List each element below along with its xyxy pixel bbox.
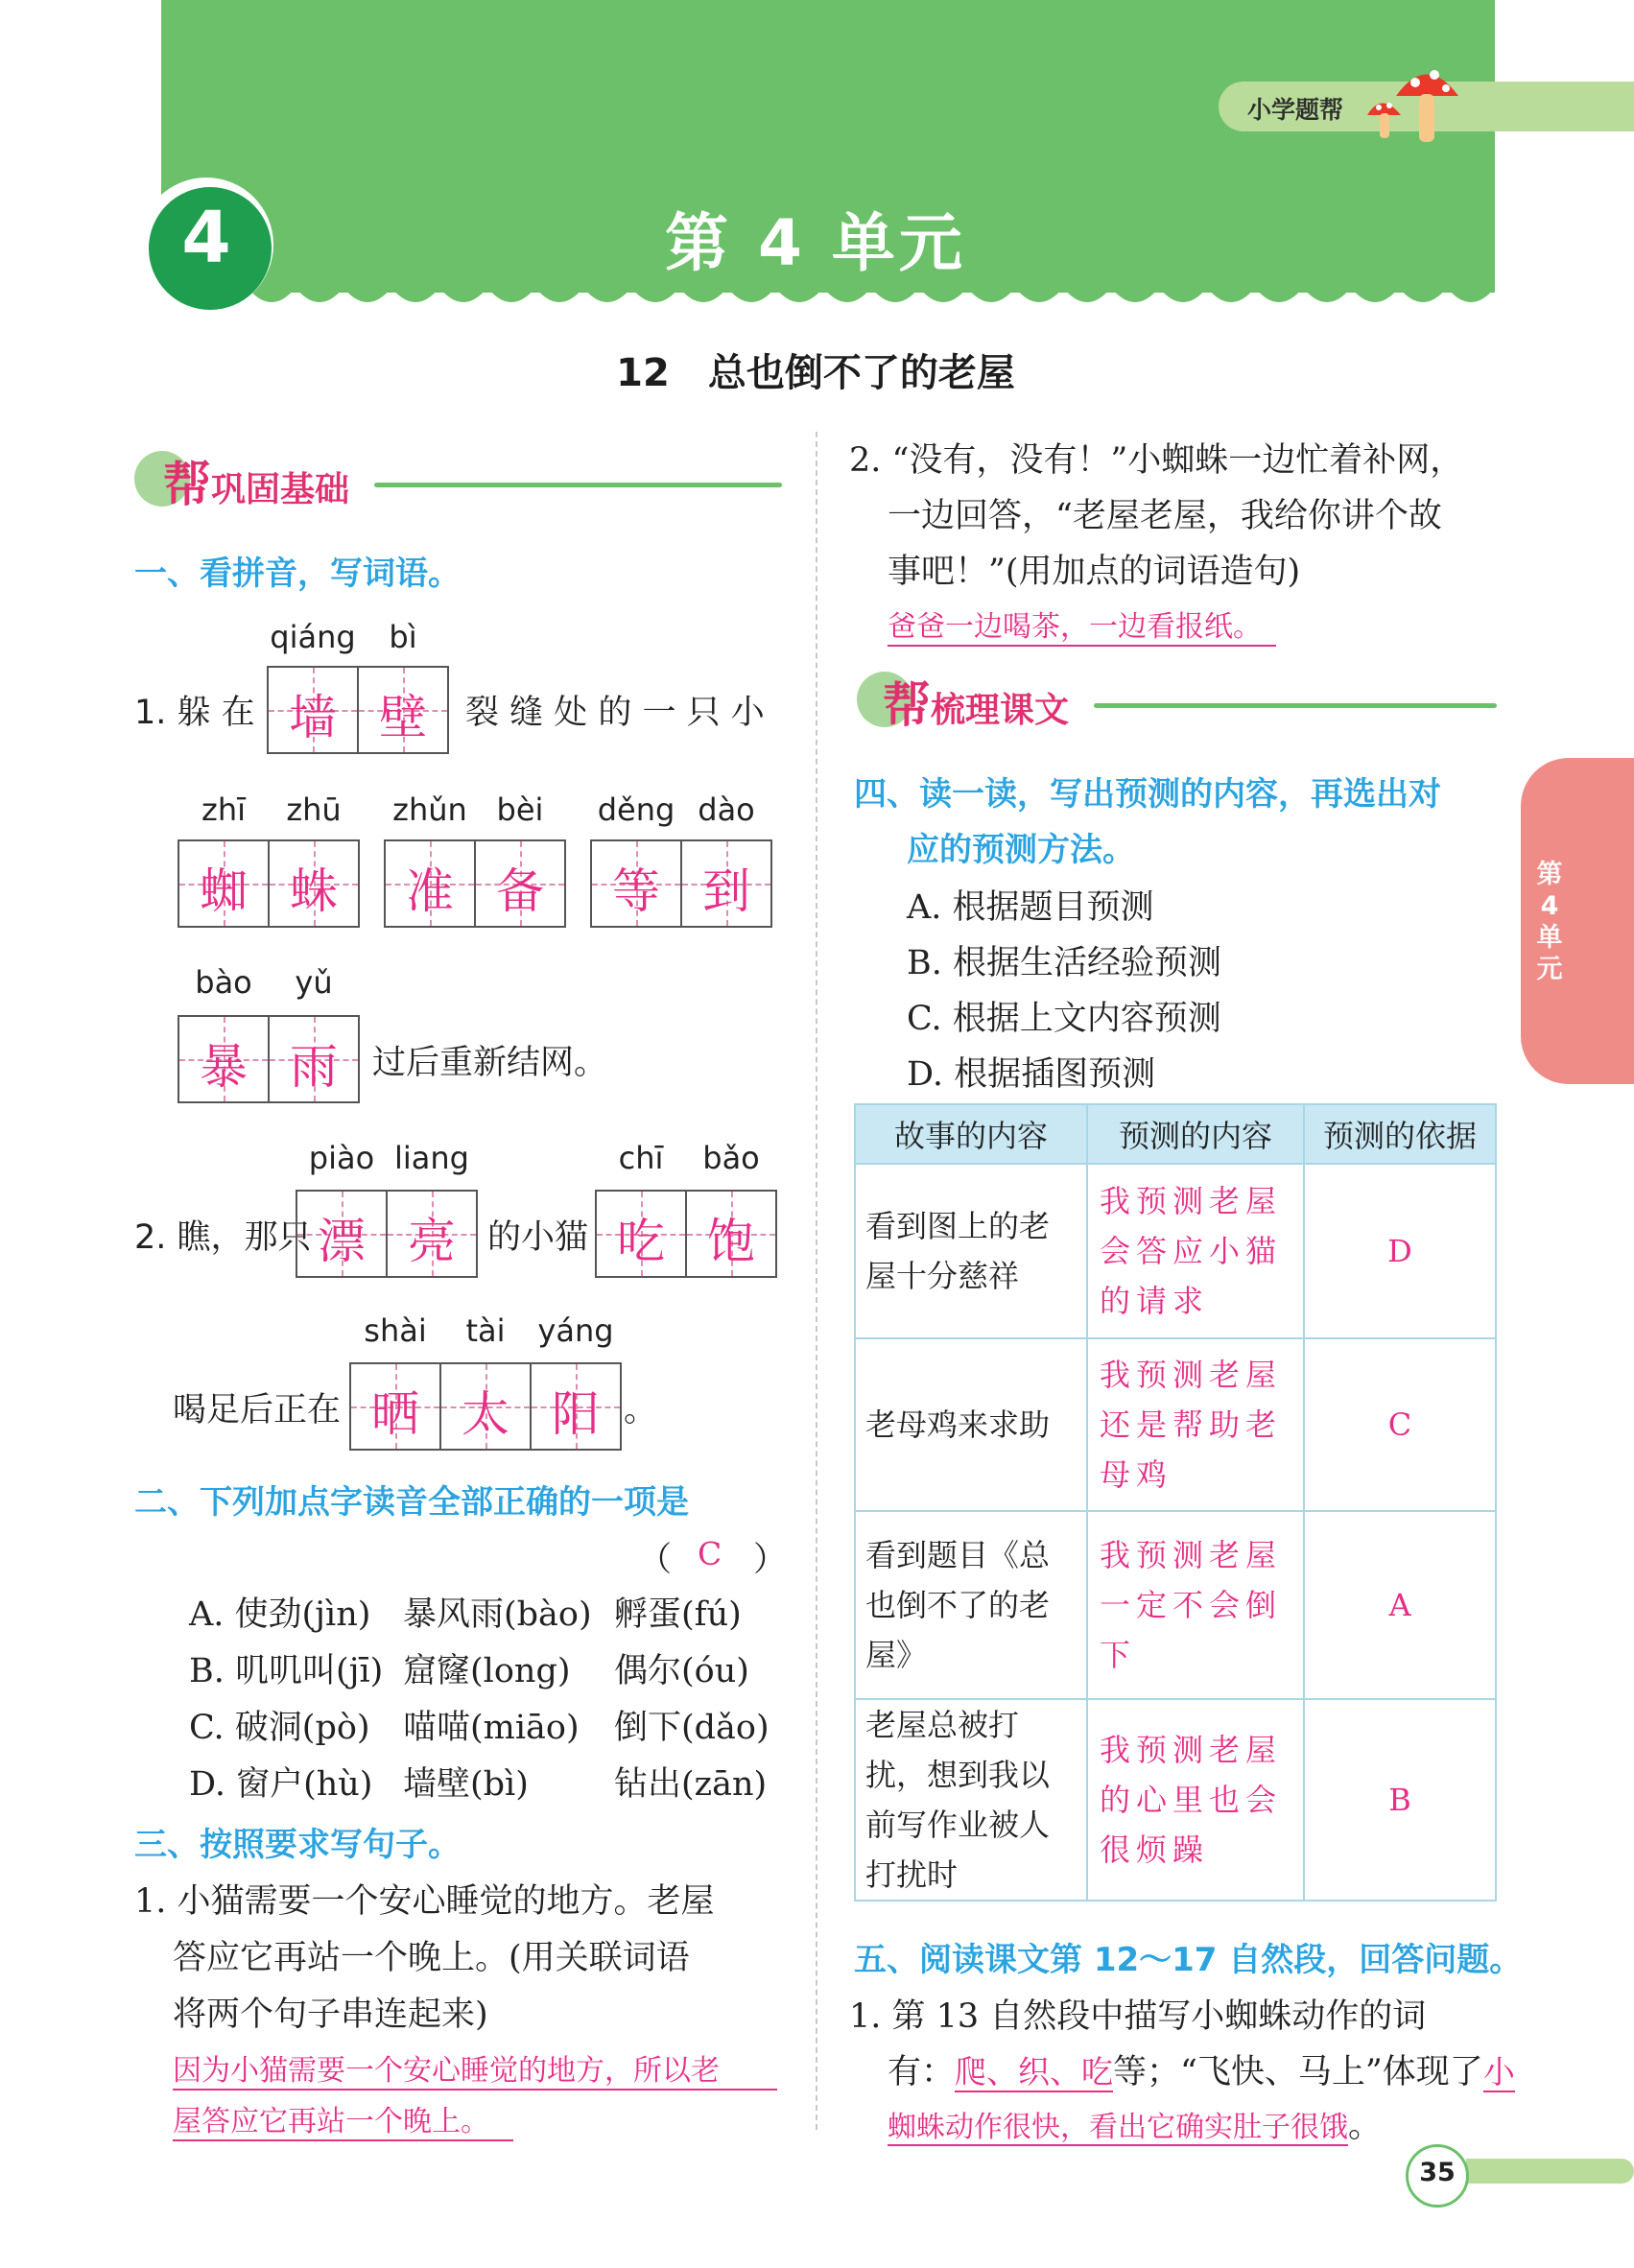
writing-box: 壁 [357, 666, 449, 754]
q3-heading: 三、按照要求写句子。 [134, 1826, 461, 1864]
section-rule [374, 483, 782, 487]
unit-title: 第 4 单元 [665, 206, 966, 280]
writing-box: 到 [680, 839, 772, 928]
q2-option: 窟窿(long) [403, 1652, 571, 1690]
q2-option: B. 叽叽叫(jī) [189, 1652, 384, 1690]
pinyin: piào [308, 1140, 375, 1176]
q2-option: 偶尔(óu) [614, 1652, 749, 1690]
q2-heading: 二、下列加点字读音全部正确的一项是 [134, 1483, 689, 1522]
q5-heading: 五、阅读课文第 12～17 自然段，回答问题。 [854, 1941, 1523, 1979]
q5-text: 有： [888, 2053, 956, 2091]
q4-heading-2: 应的预测方法。 [907, 831, 1135, 869]
q2-option: 钻出(zān) [614, 1765, 768, 1804]
section-review-header [883, 667, 1069, 736]
q3-item1-answer: 屋答应它再站一个晚上。 [173, 2097, 513, 2141]
pinyin: bì [389, 619, 417, 655]
table-header: 预测的内容 [1087, 1104, 1304, 1164]
writing-box: 等 [590, 839, 682, 928]
q2-option: 暴风雨(bào) [403, 1595, 592, 1634]
q2-option: C. 破洞(pò) [189, 1709, 370, 1747]
q5-line3 [888, 2099, 1382, 2147]
q3-item1-line: 答应它再站一个晚上。(用关联词语 [173, 1939, 690, 1977]
writing-box: 吃 [595, 1190, 687, 1278]
writing-box: 晒 [349, 1362, 441, 1451]
writing-box: 亮 [386, 1190, 478, 1278]
pinyin: yáng [537, 1312, 614, 1349]
pinyin: děng [597, 791, 675, 828]
q4-method: B. 根据生活经验预测 [907, 944, 1221, 982]
pinyin: bǎo [702, 1140, 760, 1176]
q5-text: 。 [1348, 2107, 1383, 2145]
q1-item2-line2-prefix: 喝足后正在 [173, 1391, 342, 1429]
story-cell: 看到题目《总也倒不了的老屋》 [855, 1511, 1087, 1699]
q5-answer: 爬、织、吃 [955, 2053, 1114, 2091]
q1-heading: 一、看拼音，写词语。 [134, 555, 461, 593]
q2-option: 倒下(dǎo) [614, 1709, 770, 1747]
writing-box: 蛛 [268, 839, 360, 928]
table-header: 故事的内容 [855, 1104, 1087, 1164]
section-consolidate-header [163, 446, 349, 515]
prediction-table [854, 1103, 1497, 1902]
pinyin: yǔ [295, 964, 333, 1001]
q2-answer-close: ） [753, 1541, 788, 1579]
basis-cell: B [1304, 1699, 1496, 1901]
prediction-cell: 我预测老屋的心里也会很烦躁 [1087, 1699, 1304, 1901]
basis-cell: A [1304, 1511, 1496, 1699]
prediction-cell: 我预测老屋还是帮助老母鸡 [1087, 1338, 1304, 1511]
q5-line: 1. 第 13 自然段中描写小蜘蛛动作的词 [849, 1997, 1427, 2036]
q2-answer: C [698, 1535, 722, 1572]
page-number: 35 [1419, 2158, 1456, 2187]
prediction-cell: 我预测老屋会答应小猫的请求 [1087, 1164, 1304, 1338]
table-row [855, 1699, 1496, 1901]
header-wave [161, 278, 1495, 317]
q5-answer: 蜘蛛动作很快，看出它确实肚子很饿 [888, 2111, 1348, 2144]
brand-label: 小学题帮 [1247, 96, 1344, 124]
q1-item2-mid: 的小猫 [487, 1218, 589, 1257]
writing-box: 墙 [267, 666, 359, 754]
prediction-cell: 我预测老屋一定不会倒下 [1087, 1511, 1304, 1699]
writing-box: 饱 [685, 1190, 777, 1278]
side-tab-label: 第4单元 [1536, 860, 1563, 984]
section-badge-char: 帮 [163, 457, 211, 512]
writing-box: 准 [384, 839, 476, 928]
q4-heading: 四、读一读，写出预测的内容，再选出对 [854, 775, 1441, 814]
writing-box: 雨 [268, 1015, 360, 1103]
q5-answer: 小 [1482, 2053, 1515, 2091]
basis-cell: D [1304, 1164, 1496, 1338]
q3-item2-line: 事吧！”(用加点的词语造句) [888, 553, 1301, 591]
q2-option: 喵喵(miāo) [403, 1709, 580, 1747]
pinyin: chī [618, 1140, 664, 1176]
writing-box: 阳 [530, 1362, 622, 1451]
q3-item2-line: 2. “没有，没有！”小蜘蛛一边忙着补网， [849, 441, 1464, 480]
writing-box: 暴 [178, 1015, 270, 1103]
mushroom-icon [1358, 58, 1473, 149]
story-cell: 老屋总被打扰，想到我以前写作业被人打扰时 [855, 1699, 1087, 1901]
q1-item2-prefix: 2. 瞧，那只 [134, 1218, 312, 1257]
section-title: 梳理课文 [931, 691, 1070, 730]
q5-line2 [888, 2045, 1515, 2093]
q2-option: 孵蛋(fú) [614, 1595, 742, 1634]
pinyin: liang [394, 1140, 469, 1176]
unit-number: 4 [181, 197, 231, 279]
pinyin: shài [364, 1312, 427, 1349]
q1-item1-suffix: 裂 缝 处 的 一 只 小 [465, 694, 765, 732]
story-cell: 老母鸡来求助 [855, 1338, 1087, 1511]
writing-box: 漂 [296, 1190, 388, 1278]
story-cell: 看到图上的老屋十分慈祥 [855, 1164, 1087, 1338]
q4-method: A. 根据题目预测 [907, 888, 1154, 927]
writing-box: 备 [474, 839, 566, 928]
q1-item2-line2-suffix: 。 [624, 1391, 658, 1429]
writing-box: 蜘 [178, 839, 270, 928]
q3-item1-line: 1. 小猫需要一个安心睡觉的地方。老屋 [134, 1882, 715, 1921]
pinyin: dào [698, 791, 755, 828]
q2-option: A. 使劲(jìn) [189, 1595, 371, 1634]
q3-item2-answer: 爸爸一边喝茶，一边看报纸。 [888, 602, 1276, 647]
q4-method: C. 根据上文内容预测 [907, 1000, 1221, 1038]
table-header: 预测的依据 [1304, 1104, 1496, 1164]
q2-answer-open: （ [638, 1541, 673, 1579]
pinyin: bào [195, 964, 252, 1001]
table-row [855, 1164, 1496, 1338]
basis-cell: C [1304, 1338, 1496, 1511]
pinyin: zhū [286, 791, 342, 828]
table-row [855, 1511, 1496, 1699]
pinyin: zhī [201, 791, 246, 828]
q5-text: 等；“飞快、马上”体现了 [1113, 2053, 1483, 2091]
writing-box: 太 [439, 1362, 532, 1451]
section-rule [1094, 703, 1497, 708]
table-row [855, 1338, 1496, 1511]
column-divider [816, 432, 817, 2130]
q2-option: D. 窗户(hù) [189, 1765, 373, 1804]
q2-option: 墙壁(bì) [403, 1765, 529, 1804]
section-title: 巩固基础 [211, 470, 350, 509]
q1-item1-prefix: 1. 躲 在 [134, 694, 255, 732]
page-number-bar [1466, 2159, 1634, 2184]
q3-item1-line: 将两个句子串连起来) [173, 1996, 488, 2034]
q4-method: D. 根据插图预测 [907, 1055, 1156, 1094]
q3-item2-line: 一边回答，“老屋老屋，我给你讲个故 [888, 497, 1442, 535]
q3-item1-answer: 因为小猫需要一个安心睡觉的地方，所以老 [173, 2046, 777, 2091]
lesson-title: 12 总也倒不了的老屋 [616, 351, 1015, 395]
pinyin: zhǔn [392, 791, 467, 828]
q1-item1-end: 过后重新结网。 [372, 1044, 608, 1082]
section-badge-char: 帮 [883, 677, 931, 733]
pinyin: tài [465, 1312, 506, 1349]
pinyin: bèi [496, 791, 544, 828]
pinyin: qiáng [270, 619, 356, 655]
